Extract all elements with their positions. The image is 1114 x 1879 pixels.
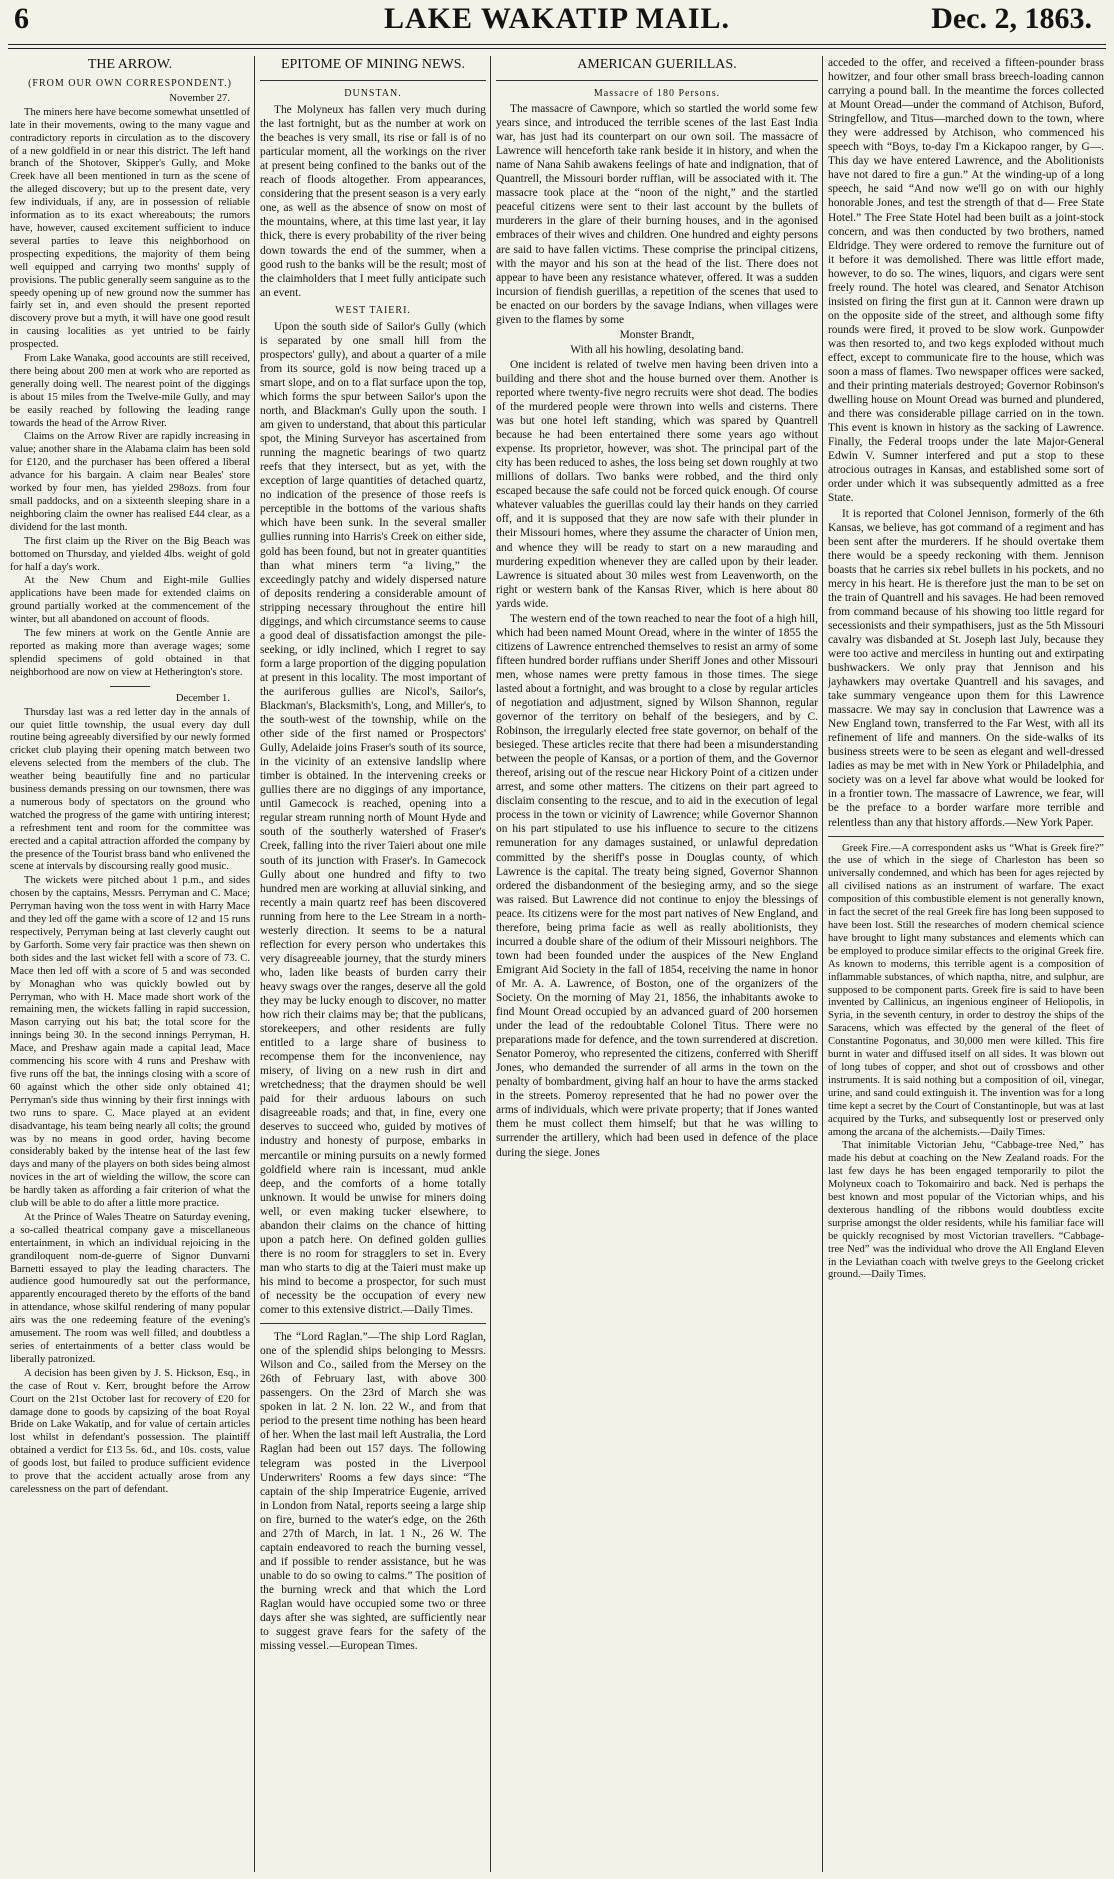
newspaper-title: LAKE WAKATIP MAIL. (383, 2, 731, 35)
paragraph: It is reported that Colonel Jennison, formerly of the 6th Kansas, we believe, has got command of a regiment and has been sent after the murderers. If he should overtake them there would be a speedy reckoning with them. Jennison boasts that he carries six rebel bullets in his pockets, and no mercy in his heart. He is therefore just the man to be set on the train of Quantrell and his savages. He had been removed from command because of his showing too little regard for secessionists and their sympathisers, just as the 5th Missouri cavalry was disbanded at St. Joseph last July, because they were too active and merciless in hunting out and extirpating bushwackers. We only pray that Jennison and his jayhawkers may overtake Quantrell and his savages, and take summary vengeance upon them for this Lawrence massacre. We may say in conclusion that Lawrence was a New England town, transferred to the Far West, with all its refinement of life and manners. On the side-walks of its business streets were to be seen as elegant and well-dressed ladies as may be met with in New York or Philadelphia, and society was on a level far above what would be looked for in a frontier town. The massacre of Lawrence, we fear, will be the preface to a border warfare more terrible and relentless than any that history affords.—New York Paper. (828, 507, 1104, 829)
section-subheading: WEST TAIERI. (335, 304, 411, 316)
quotation: With all his howling, desolating band. (570, 343, 744, 356)
masthead-rule-bottom (8, 48, 1106, 49)
paragraph: From Lake Wanaka, good accounts are still received, there being about 200 men at work who are reported as generally doing well. The nearest point of the diggings is about 15 miles from the Twelve-mile Gully, and may be easily reached by following the leading range towards the head of the Arrow River. (10, 353, 250, 429)
article-heading: THE ARROW. (87, 57, 173, 72)
page-number: 6 (14, 2, 29, 35)
column-four (828, 56, 1104, 1874)
paragraph: The “Lord Raglan.”—The ship Lord Raglan, one of the splendid ships belonging to Messrs. Wilson and Co., sailed from the Mersey on the 26th of February last, with above 300 passengers. On the 23rd of March she was spoken in lat. 2 N. lon. 22 W., and from that period to the present time nothing has been heard of her. When the last mail left Australia, the Lord Raglan had been out 157 days. The following telegram was posted in the Liverpool Underwriters' Rooms a few days since: “The captain of the ship Imperatrice Eugenie, arrived in London from Natal, reports seeing a large ship on fire, burned to the water's edge, on the 26th and 27th of March, in lat. 1 N., 26 W. The captain endeavored to reach the burning vessel, and if possible to render assistance, but he was unable to do so owing to calms.” The position of the burning wreck and that which the Lord Raglan would have occupied some two or three days after she was sighted, are sufficiently near to suggest grave fears for the safety of the missing vessel.—European Times. (260, 1331, 486, 1653)
issue-date: Dec. 2, 1863. (931, 2, 1092, 35)
paragraph: The wickets were pitched about 1 p.m., and sides chosen by the captains, Messrs. Perryman and C. Mace; Perryman having won the toss went in with Harry Mace and they led off the game with a score of 12 and 15 runs respectively, Perryman being at last cleverly caught out by Garforth. Some very fair practice was then shewn on both sides and the last wicket fell with a score of 73. C. Mace then led off with a score of 5 and was seconded by Monaghan who was quickly bowled out by Perryman, who with H. Mace made short work of the remaining men, the wickets falling in rapid succession, Mason carrying out his bat; the total score for the innings being 30. In the second innings Perryman, H. Mace, and Preshaw again made a capital lead, Mace commencing his score with 4 runs and Preshaw with five runs off the bat, the innings closing with a score of 60 against which the other side only obtained 41; Perryman's side thus winning by their first innings with two runs to spare. C. Mace played at an evident disadvantage, his team being nearly all colts; the ground was by no means in good order, having become considerably baked by the intense heat of the last few days and many of the players on both sides being almost novices in the art of wielding the willow, the score can be hardly taken as affording a fair criterion of what the club will be able to do after a little more practice. (10, 875, 250, 1210)
paragraph: That inimitable Victorian Jehu, “Cabbage-tree Ned,” has made his debut at coaching on the New Zealand roads. For the last few days he has been engaged temporarily to pilot the Molyneux coach to Tokomairiro and back. Ned is perhaps the best known and most popular of the Victorian whips, and his dexterous handling of the ribbons would doubtless excite surprise amongst the older residents, while his familiar face will be quickly recognised by most Victorian travellers. “Cabbage-tree Ned” was the individual who drove the All England Eleven in the Leviathan coach with twelve greys to the Geelong cricket ground.—Daily Times. (828, 1140, 1104, 1281)
paragraph: Greek Fire.—A correspondent asks us “What is Greek fire?” the use of which in the siege of Charleston has been so universally condemned, and which has been for ages rejected by all civilised nations as an instrument of warfare. The exact composition of this combustible element is not generally known, in fact the secret of the real Greek fire has long been supposed to have been lost. Still the researches of modern chemical science have brought to light many substances and elements which can be employed to produce similar effects to the original Greek fire. As known to moderns, this terrible agent is a composition of inflammable substances, of which naptha, nitre, and sulphur, are supposed to be component parts. Greek fire is said to have been invented by Callinicus, an ingenious engineer of Heliopolis, in Syria, in the seventh century, in order to destroy the ships of the Saracens, which was effected by the general of the fleet of Constantine Pogonatus, and 30,000 men were killed. This fire burnt in water and diffused itself on all sides. It was blown out of long tubes of copper, and shot out of crossbows and other instruments. It is said nothing but a composition of oil, vinegar, urine, and sand could extinguish it. The invention was for a long time kept a secret by the Court of Constantinople, but was at last acquired by the Turks, and subsequently lost or preserved only among the arcana of the alchemists.—Daily Times. (828, 842, 1104, 1138)
column-american-guerillas (496, 56, 818, 1874)
masthead (0, 0, 1114, 44)
article-heading: EPITOME OF MINING NEWS. (280, 57, 466, 72)
column-arrow (10, 56, 250, 1874)
article-rule (828, 836, 1104, 837)
paragraph: The western end of the town reached to near the foot of a high hill, which had been named Mount Oread, where in the winter of 1855 the citizens of Lawrence entrenched themselves to resist an army of some fifteen hundred border ruffians under Sheriff Jones and other Missouri men, whose names were pretty famous in those times. The siege lasted about a fortnight, and was brought to a close by regular articles of negotiation and adjustment, signed by Wilson Shannon, regular governor of the territory on behalf of the besiegers, and by C. Robinson, the irregularly elected free state governor, on behalf of the besieged. These articles recite that there had been a misunderstanding between the people of Kansas, or a portion of them, and the Governor thereof, arising out of the rescue near Hickory Point of a citizen under arrest, and some other matters. The citizens on their part agreed to disclaim consenting to the rescue, and to aid in the execution of legal process in the town or vicinity of Lawrence; while Governor Shannon on his part stipulated to use his influence to secure to the citizens remuneration for any damages sustained, or unlawful depredation committed by the sheriff's posse in Douglas county, of which Lawrence is the capital. The treaty being signed, Governor Shannon ordered the disbandonment of the besieging army, and so the siege was raised. But Lawrence did not continue to enjoy the blessings of peace. Its citizens were for the most part natives of New England, and therefore, being prima facie as well as really abolitionists, they incurred a double share of the odium of their Missouri neighbors. The town had been founded under the auspices of the New England Emigrant Aid Society in the fall of 1854, receiving the name in honor of Mr. A. A. Lawrence, of Boston, one of the organizers of the Society. On the morning of May 21, 1856, the inhabitants awoke to find Mount Oread occupied by an advanced guard of 200 horsemen under the lead of the redoubtable Colonel Titus. There were no preparations made for defence, and the town surrendered at discretion. Senator Pomeroy, who represented the citizens, conferred with Sheriff Jones, who demanded the surrender of all arms in the town on the penalty of bombardment, giving half an hour to have the arms stacked in the streets. Pomeroy represented that he had no power over the arms of individuals, which were private property; that if Jones wanted them he must collect them himself; but that he was willing to surrender the artillery, which had been used in defence of the place during the siege. Jones (496, 612, 818, 1159)
paragraph: The Molyneux has fallen very much during the last fortnight, but as the number at work on the beaches is very small, its rise or fall is of no particular moment, all the workings on the river at present being confined to the banks out of the reach of floods altogether. From appearances, considering that the present season is a very early one, as well as the absence of snow on most of the mountains, where, at this time last year, it lay thick, there is every probability of the river being down towards the end of the summer, when a good rush to the banks will be the result; most of the claimholders that I meet fully anticipate such an event. (260, 104, 486, 299)
paragraph: The massacre of Cawnpore, which so startled the world some few years since, and introduced the terrible scenes of the last East India war, has just had its counterpart on our own soil. The massacre of Lawrence will henceforth take rank beside it in history, and when the name of Nana Sahib awakens feelings of hate and indignation, that of Quantrell, the Missouri border ruffian, will be associated with it. The massacre took place at the “noon of the night,” and the startled peaceful citizens were sent to their last account by the bullets of murderers in the glare of their burning houses, and in the agonised embraces of their wives and children. One hundred and eighty persons are said to have fallen victims. These comprise the principal citizens, with the mayor and his son at the head of the list. There does not appear to have been any resistance whatever, offered. It was a sudden incursion of fiendish guerillas, a repetition of the scenes that used to be enacted on our borders by the savage Indians, when villages were given to the flames by some (496, 103, 818, 326)
paragraph: Thursday last was a red letter day in the annals of our quiet little township, the usual every day dull routine being agreeably diversified by our newly formed cricket club playing their opening match between two elevens selected from the members of the club. The weather being beautifully fine and no particular business demands pressing on our townsmen, there was a numerous body of spectators on the ground who watched the progress of the game with untiring interest; a refreshment tent and room for the committee was erected and a capital attraction afforded the company by the presence of the Tourist brass band who enlivened the scene at intervals by discoursing really good music. (10, 706, 250, 873)
column-divider (822, 56, 823, 1872)
heading-rule (260, 80, 486, 81)
paragraph: A decision has been given by J. S. Hickson, Esq., in the case of Rout v. Kerr, brought before the Arrow Court on the 21st October last for recovery of £20 for damage done to goods by capsizing of the boat Royal Bride on Lake Wakatip, and for value of certain articles lost whilst in defendant's possession. The plaintiff obtained a verdict for £13 5s. 6d., and 10s. costs, value of goods lost, but failed to produce sufficient evidence to prove that the accident actually arose from any carelessness on the part of defendant. (10, 1367, 250, 1495)
quotation: Monster Brandt, (619, 328, 695, 341)
section-subheading: DUNSTAN. (344, 88, 402, 99)
article-rule (260, 1323, 486, 1324)
dateline: November 27. (169, 92, 230, 104)
byline: (FROM OUR OWN CORRESPONDENT.) (28, 78, 232, 89)
column-divider (490, 56, 491, 1872)
paragraph: The few miners at work on the Gentle Annie are reported as making more than average wages; some splendid specimens of gold obtained in that neighborhood are now on view at Hetherington's store. (10, 628, 250, 678)
paragraph: acceded to the offer, and received a fifteen-pounder brass howitzer, and four other small brass breech-loading cannon carrying a pound ball. In the meantime the forces collected at Mount Oread—under the command of Atchison, Buford, Stringfellow, and Titus—marched down to the town, where they were addressed by Atchison, who commenced his speech with “Boys, to-day I'm a Kickapoo ranger, by G—. This day we have entered Lawrence, and the Abolitionists have not dared to fire a gun.” At the winding-up of a long speech, he said “And now we'll go on with our highly honorable Jones, and test the strength of that d— Free State Hotel.” The Free State Hotel had been built as a joint-stock concern, and was then conducted by two brothers, named Eldridge. They were ordered to remove the furniture out of it before it was demolished. There was little effort made, however, to do so. The wines, liquors, and cigars were sent freely round. The hotel was cleared, and Senator Atchison insisted on firing the first gun at it. Cannon were drawn up on the opposite side of the street, and although some fifty rounds were fired, it proved to be slow work. Gunpowder was then resorted to, and two kegs exploded without much effect, except to communicate fire to the house, which was soon a mass of flames. Two newspaper offices were sacked, and their printing materials destroyed; Governor Robinson's dwelling house on Mount Oread was burned and plundered, and there was considerable pillage carried on in the town. This event is known in history as the sacking of Lawrence. Finally, the Federal troops under the late Major-General Edwin V. Sumner interfered and put a stop to these atrocious outrages in Kansas, and established some sort of order under which it was subsequently admitted as a free State. (828, 57, 1104, 505)
paragraph: Claims on the Arrow River are rapidly increasing in value; another share in the Alabama claim has been sold for £120, and the purchaser has been offered a liberal advance for his bargain. A claim near Beales' store worked by four men, has yielded 298ozs. from four small paddocks, and on a sixteenth sleeping share in a neighboring claim the owner has realised £44 clear, as a dividend for the last month. (10, 431, 250, 533)
article-subheading: Massacre of 180 Persons. (593, 88, 721, 99)
dateline: December 1. (175, 692, 230, 704)
heading-rule (496, 80, 818, 81)
column-mining-news (260, 56, 486, 1874)
paragraph: One incident is related of twelve men having been driven into a building and there shot and the house burned over them. Another is reported where twenty-five negro recruits were shot dead. The bodies of the murdered people were thrown into wells and cisterns. There was but one hotel left standing, which was spared by Quantrell because he had been entertained there some years ago without expense. Its proprietor, however, was shot. The principal part of the city has been reduced to ashes, the loss being set down roughly at two millions of dollars. Two banks were robbed, and the third only escaped because the safe could not be forced quick enough. Of course whatever valuables the guerillas could lay their hands on they carried off, and it is supposed that they are now safe with their plunder in their Missouri homes, where they assume the character of Union men, and whence they will be ready to start on a new marauding and murdering expedition whenever they are called upon by their leader. Lawrence is situated about 30 miles west from Leavenworth, on the right or western bank of the Kansas River, which is here about 80 yards wide. (496, 358, 818, 610)
column-divider (254, 56, 255, 1872)
paragraph: The miners here have become somewhat unsettled of late in their movements, owing to the many vague and contradictory reports in circulation as to the discovery of a new goldfield in or near this district. The left hand branch of the Shotover, Skipper's Gully, and Moke Creek have all been mentioned in turn as the scene of the alleged discovery; but up to the present date, very few individuals, if any, are in possession of reliable information as to its exact whereabouts; the rumors have, however, caused excitement sufficient to induce several parties to leave this neighborhood on prospecting expeditions, the majority of them being well equipped and carrying two months' supply of provisions. The public generally seem sanguine as to the speedy opening up of new ground now the summer has fairly set in, and even should the present reported discovery prove but a myth, it will have one good result in causing localities as yet untried to be fairly prospected. (10, 106, 250, 351)
paragraph: At the Prince of Wales Theatre on Saturday evening, a so-called theatrical company gave a miscellaneous entertainment, in which an individual rejoicing in the grandiloquent nom-de-guerre of Signor Dunvarni Barnetti essayed to play the leading characters. The audience good humouredly sat out the performance, apparently encouraged thereto by the efforts of the band in attendance, whose skilful rendering of many popular airs was the one redeeming feature of the evening's amusement. The room was well filled, and doubtless a series of entertainments of a better class would be liberally patronized. (10, 1211, 250, 1365)
article-heading: AMERICAN GUERILLAS. (577, 57, 737, 72)
masthead-rule-top (8, 44, 1106, 45)
paragraph: At the New Chum and Eight-mile Gullies applications have been made for extended claims on ground partially worked at the commencement of the winter, but all abandoned on account of floods. (10, 575, 250, 626)
paragraph: The first claim up the River on the Big Beach was bottomed on Thursday, and yielded 4lbs. weight of gold for half a day's work. (10, 535, 250, 573)
paragraph: Upon the south side of Sailor's Gully (which is separated by one small hill from the prospectors' gully), and about a quarter of a mile from its source, gold is now being traced up a smart slope, and on to a flat surface upon the top, which forms the spur between Sailor's upon the north, and Blackman's Gully upon the south. I am given to understand, that about this particular spot, the Mining Surveyor has ascertained from running the magnetic bearings of two quartz reefs that they intersect, but as yet, with the exception of large quantities of detached quartz, no indication of the presence of those reefs is perceptible in the bottoms of the various shafts which have been sunk. In the several smaller gullies running into Harris's Creek on either side, gold has been found, but not in greater quantities than what miners term “a living,” the exceedingly patchy and widely dispersed nature of deposits rendering a considerable amount of stripping necessary throughout the entire hill diggings, and which circumstance seems to cause a good deal of dissatisfaction amongst the pile-seeking, or idly inclined, which I regret to say form a large proportion of the digging population at present in this locality. The most important of the auriferous gullies are Nicol's, Sailor's, Blackman's, Blacksmith's, Long, and Miller's, to the south-west of the township, while on the other side of the first named or Prospectors' Gully, Adelaide joins Fraser's south of its source, in the vicinity of an extensive landslip where timber is obtained. In the intervening creeks or gullies there are no diggings of any importance, until Gamecock is reached, opening into a regular stream running north of Mount Hyde and south of the southerly watershed of Fraser's Creek, falling into the river Taieri about one mile south of its junction with Fraser's. In Gamecock Gully about one hundred and fifty to two hundred men are working at alluvial sinking, and recently a main quartz reef has been discovered running from here to the Lee Stream in a north-westerly direction. It seems to be a natural reflection for every person who undertakes this very disagreeable journey, that the sturdy miners who, laden like beasts of burden carry their heavy swags over the ranges, deserve all the gold they may be lucky enough to discover, no matter how rich their claims may be; that the publicans, storekeepers, and other residents are fully entitled to a large share of business to recompense them for the inconvenience, nay misery, of living on a new rush in dirt and wretchedness; that the draymen should be well paid for their arduous labours on such disagreeable roads; and that, in fine, every one deserves to succeed who, guided by motives of industry and honesty of purpose, embarks in mercantile or mining pursuits on a newly formed goldfield where rain is incessant, mud ankle deep, and the comforts of a home totally unknown. It would be unwise for miners doing well, or even making tucker elsewhere, to abandon their claims on the chance of hitting upon a patch here. On defined golden gullies there is no room for stragglers to set in. Every man who starts to dig at the Taieri must make up his mind to become a prospector, for such must of necessity be the occupation of every new comer to this extensive district.—Daily Times. (260, 320, 486, 1317)
separator (110, 686, 150, 687)
